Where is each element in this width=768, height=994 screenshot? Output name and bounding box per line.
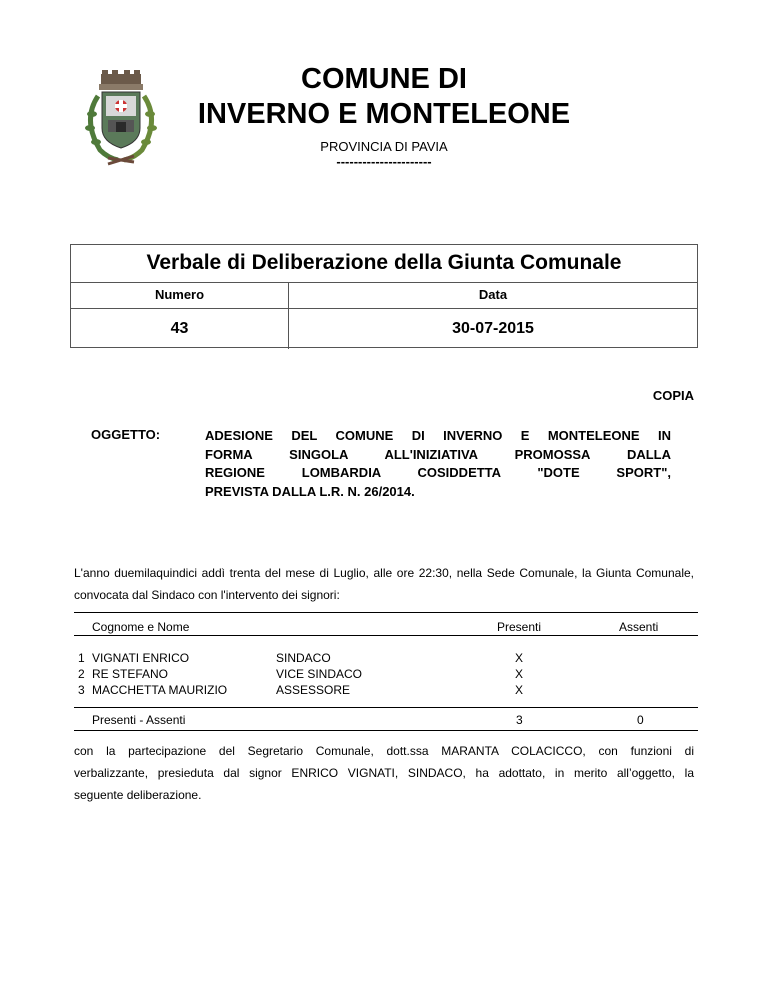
comune-title-line2: INVERNO E MONTELEONE: [197, 98, 571, 130]
row-presente: X: [515, 651, 524, 665]
table-bottom-rule: [74, 730, 698, 731]
oggetto-line: PREVISTA DALLA L.R. N. 26/2014.: [205, 483, 415, 499]
intro-paragraph: L'anno duemilaquindici addì trenta del mese di Luglio, alle ore 22:30, nella Sede Comunale, la Giunta Comunale, convocata dal Sindaco con l'intervento dei signori:: [74, 566, 694, 602]
closing-paragraph: [74, 740, 694, 806]
row-name: VIGNATI ENRICO: [92, 651, 190, 665]
table-footer-rule: [74, 707, 698, 708]
oggetto-label: OGGETTO:: [91, 427, 161, 442]
numero-value: 43: [170, 320, 189, 337]
row-role: SINDACO: [276, 651, 331, 665]
comune-title-line1: COMUNE DI: [301, 63, 467, 95]
closing-line: seguente deliberazione.: [74, 788, 202, 802]
row-name: RE STEFANO: [92, 667, 169, 681]
footer-assenti: 0: [637, 713, 644, 727]
closing-line: verbalizzante, presieduta dal signor ENRICO VIGNATI, SINDACO, ha adottato, in merito all’oggetto, la: [74, 766, 694, 780]
oggetto-text: [205, 427, 671, 501]
oggetto-line: FORMA SINGOLA ALL'INIZIATIVA PROMOSSA DALLA: [205, 446, 671, 462]
header-presenti: Presenti: [497, 620, 542, 634]
row-role: VICE SINDACO: [276, 667, 363, 681]
copia-label: COPIA: [652, 388, 694, 403]
row-name: MACCHETTA MAURIZIO: [92, 683, 228, 697]
table-top-rule: [74, 612, 698, 613]
data-column: [289, 283, 697, 349]
data-value: 30-07-2015: [452, 320, 534, 337]
footer-label: Presenti - Assenti: [92, 713, 186, 727]
table-header-rule: [74, 635, 698, 636]
row-role: ASSESSORE: [276, 683, 351, 697]
header-separator: ----------------------: [336, 154, 432, 169]
footer-presenti: 3: [516, 713, 523, 727]
oggetto-line: REGIONE LOMBARDIA COSIDDETTA "DOTE SPORT",: [205, 465, 671, 480]
row-presente: X: [515, 667, 524, 681]
verbale-title: Verbale di Deliberazione della Giunta Comunale: [71, 245, 697, 283]
verbale-box: [70, 244, 698, 348]
header-name: Cognome e Nome: [92, 620, 190, 634]
row-number: 2: [78, 667, 85, 681]
numero-label: Numero: [71, 283, 288, 309]
provincia-label: PROVINCIA DI PAVIA: [320, 139, 448, 154]
oggetto-line: ADESIONE DEL COMUNE DI INVERNO E MONTELEONE IN: [205, 428, 671, 443]
data-label: Data: [289, 283, 697, 309]
header-assenti: Assenti: [619, 620, 659, 634]
row-number: 3: [78, 683, 85, 697]
numero-column: [71, 283, 289, 349]
row-number: 1: [78, 651, 85, 665]
closing-line: con la partecipazione del Segretario Comunale, dott.ssa MARANTA COLACICCO, con funzioni di: [74, 744, 694, 758]
row-presente: X: [515, 683, 524, 697]
